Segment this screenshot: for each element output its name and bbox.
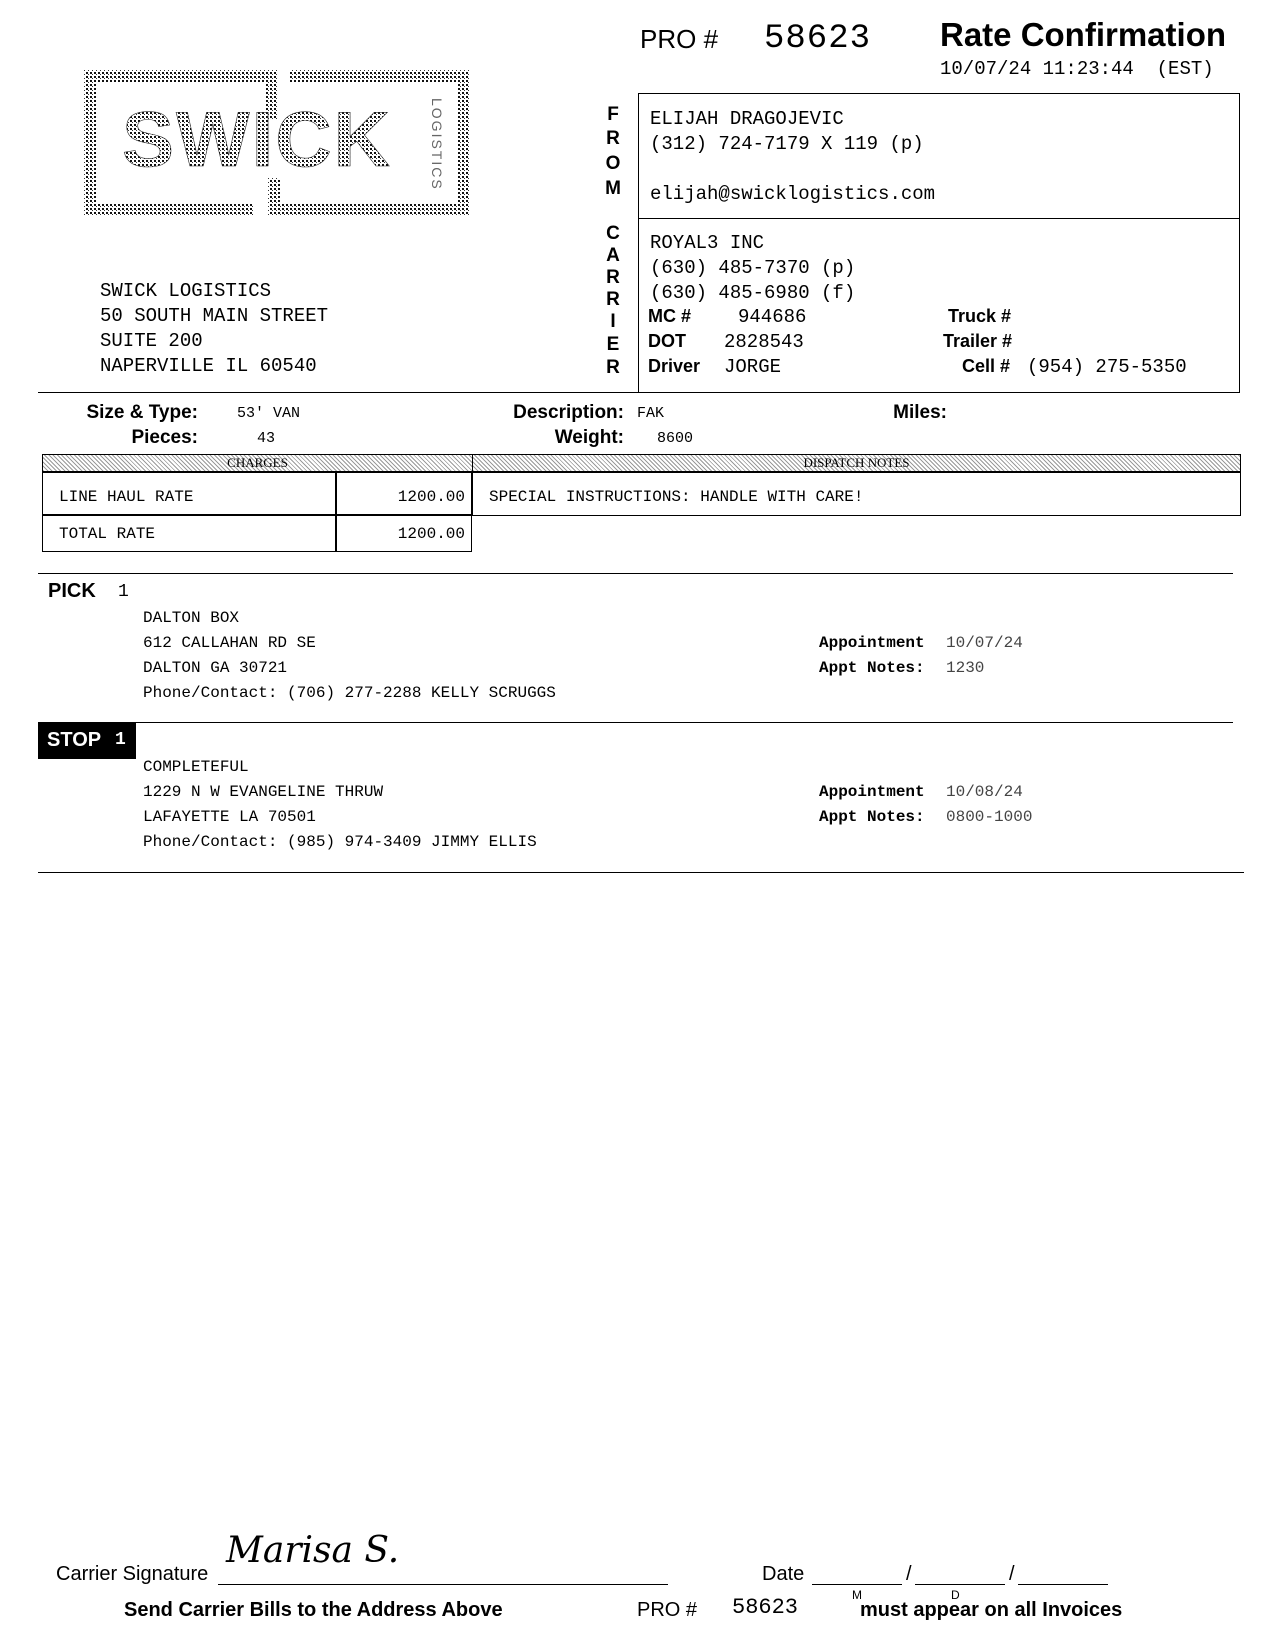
document-timestamp: [940, 58, 1214, 80]
stop-badge: [38, 722, 136, 759]
stop-city: LAFAYETTE LA 70501: [143, 808, 316, 826]
truck-label: Truck #: [948, 306, 1012, 326]
sender-city: NAPERVILLE IL 60540: [100, 355, 317, 377]
document-title: Rate Confirmation: [940, 16, 1227, 53]
pick-name: DALTON BOX: [143, 609, 240, 627]
timestamp-value: 10/07/24 11:23:44: [940, 58, 1134, 80]
carrier-letter: I: [610, 311, 616, 332]
weight-label: Weight:: [554, 427, 624, 448]
carrier-letter: R: [606, 289, 620, 310]
send-bills-notice: Send Carrier Bills to the Address Above: [124, 1599, 503, 1621]
timezone: (EST): [1156, 58, 1214, 80]
charges-header: CHARGES: [42, 454, 473, 472]
pick-city: DALTON GA 30721: [143, 659, 288, 677]
footer-pro-label: PRO #: [637, 1599, 698, 1621]
size-type-label: Size & Type:: [86, 402, 198, 423]
pick-number: 1: [118, 582, 129, 602]
total-rate-label: TOTAL RATE: [42, 514, 337, 552]
stop-label: STOP: [47, 729, 102, 751]
date-month-line: [812, 1584, 902, 1585]
mc-label: MC #: [648, 306, 692, 326]
stop-appt-notes-label: Appt Notes:: [819, 808, 925, 826]
trailer-label: Trailer #: [943, 331, 1013, 351]
date-separator: /: [906, 1563, 912, 1585]
logo-wordmark: SWICK: [122, 95, 392, 183]
date-day-line: [915, 1584, 1005, 1585]
cell-label: Cell #: [962, 356, 1011, 376]
dispatch-notes-header: DISPATCH NOTES: [472, 454, 1241, 472]
from-name: ELIJAH DRAGOJEVIC: [650, 108, 844, 130]
driver-label: Driver: [648, 356, 701, 376]
dot-number: 2828543: [724, 331, 804, 353]
swick-logo: [82, 68, 474, 220]
pick-address: 612 CALLAHAN RD SE: [143, 634, 316, 652]
date-year-line: [1018, 1584, 1108, 1585]
stop-address: 1229 N W EVANGELINE THRUW: [143, 783, 384, 801]
stop-name: COMPLETEFUL: [143, 758, 249, 776]
pick-appointment-label: Appointment: [819, 634, 925, 652]
from-email: elijah@swicklogistics.com: [650, 183, 936, 205]
pick-contact-value: (706) 277-2288 KELLY SCRUGGS: [287, 684, 556, 702]
carrier-letter: R: [606, 357, 620, 378]
pick-divider: [38, 573, 1233, 574]
date-separator: /: [1009, 1563, 1015, 1585]
sender-name: SWICK LOGISTICS: [100, 280, 272, 302]
stop-appointment-label: Appointment: [819, 783, 925, 801]
sender-street: 50 SOUTH MAIN STREET: [100, 305, 329, 327]
pieces-label: Pieces:: [131, 427, 198, 448]
stop-appt-notes-value: 0800-1000: [946, 808, 1033, 826]
carrier-letter: A: [606, 245, 620, 266]
stop-contact-value: (985) 974-3409 JIMMY ELLIS: [287, 833, 537, 851]
carrier-phone: (630) 485-7370 (p): [650, 257, 856, 279]
from-phone: (312) 724-7179 X 119 (p): [650, 133, 924, 155]
month-label: M: [852, 1588, 862, 1602]
date-label: Date: [762, 1563, 805, 1585]
pieces-value: 43: [257, 430, 276, 447]
description-value: FAK: [637, 405, 665, 422]
total-rate-amount: 1200.00: [335, 514, 472, 552]
stop-contact: [143, 833, 537, 851]
pro-number: 58623: [764, 20, 872, 58]
pick-appointment-value: 10/07/24: [946, 634, 1023, 652]
dot-label: DOT: [648, 331, 686, 351]
pick-appt-notes-label: Appt Notes:: [819, 659, 925, 677]
line-haul-label: LINE HAUL RATE: [42, 472, 337, 516]
miles-label: Miles:: [893, 402, 947, 423]
carrier-letter: C: [606, 223, 620, 244]
description-label: Description:: [513, 402, 624, 423]
carrier-letter: E: [606, 334, 620, 355]
carrier-signature: Marisa S.: [226, 1530, 400, 1571]
stop-appointment-value: 10/08/24: [946, 783, 1023, 801]
pick-label: PICK: [48, 580, 96, 602]
header-divider: [38, 392, 1238, 393]
driver-name: JORGE: [724, 356, 782, 378]
carrier-letter: R: [606, 267, 620, 288]
stop-contact-label: Phone/Contact:: [143, 833, 278, 851]
line-haul-amount: 1200.00: [335, 472, 472, 516]
carrier-fax: (630) 485-6980 (f): [650, 282, 856, 304]
size-type-value: 53' VAN: [237, 405, 301, 422]
from-letter: M: [605, 178, 621, 199]
signature-line: [218, 1584, 668, 1585]
mc-number: 944686: [738, 306, 807, 328]
pick-contact-label: Phone/Contact:: [143, 684, 278, 702]
sender-suite: SUITE 200: [100, 330, 203, 352]
carrier-signature-label: Carrier Signature: [56, 1563, 209, 1585]
from-letter: R: [606, 128, 620, 149]
invoice-notice: must appear on all Invoices: [860, 1599, 1123, 1621]
cell-number: (954) 275-5350: [1027, 356, 1187, 378]
pick-appt-notes-value: 1230: [946, 659, 985, 677]
stop-divider: [38, 722, 1233, 723]
dispatch-notes-text: SPECIAL INSTRUCTIONS: HANDLE WITH CARE!: [472, 472, 1241, 516]
weight-value: 8600: [657, 430, 694, 447]
day-label: D: [951, 1588, 960, 1602]
footer-pro-number: 58623: [732, 1595, 799, 1620]
carrier-name: ROYAL3 INC: [650, 232, 765, 254]
pro-label: PRO #: [640, 24, 719, 54]
from-letter: O: [605, 153, 621, 174]
stops-end-divider: [38, 872, 1244, 873]
from-letter: F: [607, 104, 619, 125]
pick-contact: [143, 684, 556, 702]
logo-subtitle: LOGISTICS: [429, 98, 445, 191]
stop-number: 1: [115, 730, 126, 750]
